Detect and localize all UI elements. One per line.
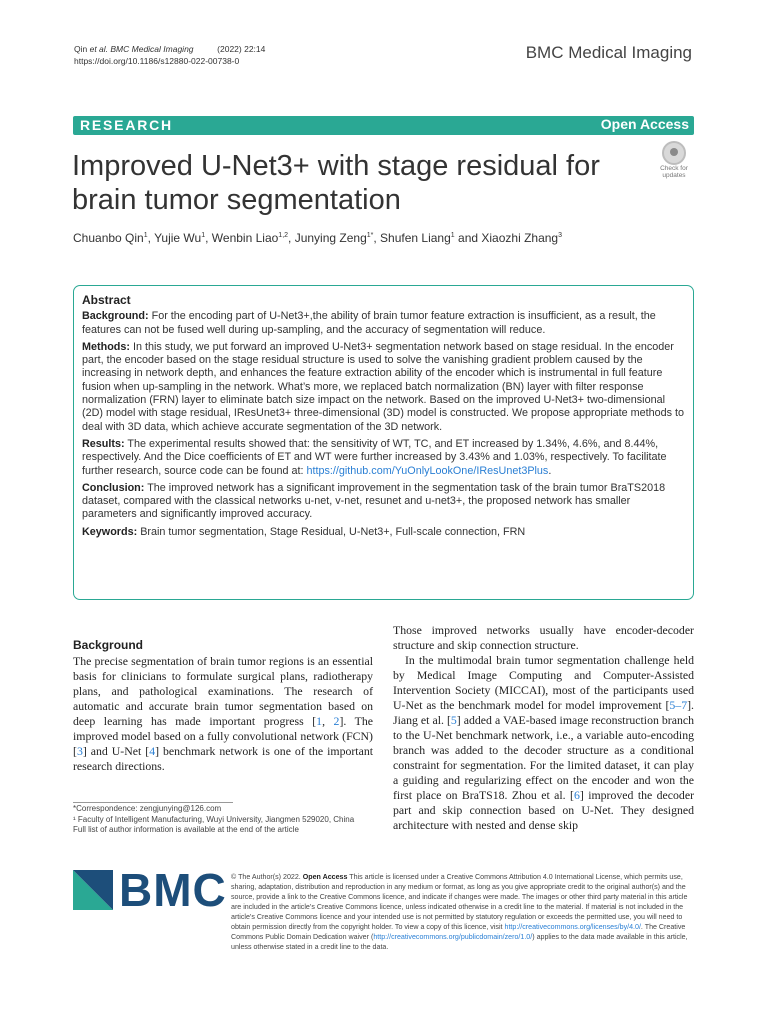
update-icon — [662, 141, 686, 165]
citation-ref[interactable]: 6 — [573, 788, 580, 802]
citation-ref[interactable]: 4 — [149, 744, 156, 758]
license-link[interactable]: http://creativecommons.org/licenses/by/4.0/ — [504, 923, 641, 931]
public-domain-link[interactable]: http://creativecommons.org/publicdomain/zero/1.0/ — [373, 933, 533, 941]
body-paragraph: The precise segmentation of brain tumor regions is an essential basis for clinicians to formulate surgical plans, radiotherapy plans, and pathological examinations. The research of automatic and accurate brain tumor segmentation based on deep learning has made important progress [1, 2]. The improved model based on a fully convolutional network (FCN) [3] and U-Net [4] benchmark network is one of the important research directions. — [73, 654, 374, 773]
abstract-background: Background: For the encoding part of U-Net3+,the ability of brain tumor feature extraction is insufficient, as a result, the features can not be fused well during up-sampling, and the accuracy of segmentation will reduce. — [82, 310, 656, 336]
author-list — [73, 231, 562, 245]
author: and Xiaozhi Zhang$^3$ — [454, 231, 562, 245]
citation-year: (2022) 22:14 — [217, 44, 266, 54]
bmc-logo-text: BMC — [119, 864, 227, 916]
citation-ref[interactable]: 2 — [333, 714, 340, 728]
author-info-note: Full list of author information is available at the end of the article — [73, 825, 299, 834]
body-paragraph: In the multimodal brain tumor segmentation challenge held by Medical Image Computing and Computer-Assisted Intervention Society (MICCAI), most of the participants used U-Net as the benchmark model for model improvement [5–7]. Jiang et al. [5] added a VAE-based image reconstruction branch to the U-Net benchmark network, i.e., a variable auto-encoding branch was added to the decoder structure as a conditional constraint for segmentation. For the limited dataset, it can play a guiding and regularizing effect on the encoder and won the first place on BraTS18. Zhou et al. [6] improved the decoder part and skip connection based on U-Net. They designed architecture with nested and dense skip — [393, 653, 694, 832]
article-title: Improved U-Net3+ with stage residual for brain tumor segmentation — [72, 150, 600, 216]
citation-authors: Qin — [74, 44, 90, 54]
citation-header — [74, 43, 265, 67]
abstract-keywords: Keywords: Brain tumor segmentation, Stage Residual, U-Net3+, Full-scale connection, FRN — [82, 525, 526, 538]
body-paragraph: Those improved networks usually have encoder-decoder structure and skip connection structure. — [393, 623, 694, 652]
citation-ref[interactable]: 3 — [76, 744, 83, 758]
bmc-logo — [73, 864, 227, 916]
body-column-left — [73, 638, 373, 774]
footnote-divider — [73, 802, 233, 803]
abstract-results: Results: The experimental results showed that: the sensitivity of WT, TC, and ET increased by 1.34%, 4.6%, and 8.44%, respectively. And the Dice coefficients of ET and WT were further increased by 3.43% and 1.03%, respectively. To facilitate further research, source code can be found at: https://github.com/YuOnlyLookOne/IResUnet3Plus. — [82, 437, 667, 477]
affiliation: ¹ Faculty of Intelligent Manufacturing, Wuyi University, Jiangmen 529020, China — [73, 814, 355, 824]
source-code-link[interactable]: https://github.com/YuOnlyLookOne/IResUnet3Plus — [306, 464, 549, 477]
badge-text: Check for updates — [660, 165, 688, 179]
citation-ref[interactable]: 5–7 — [669, 698, 688, 712]
citation-ref[interactable]: 5 — [450, 713, 457, 727]
doi-link[interactable]: https://doi.org/10.1186/s12880-022-00738-0 — [74, 56, 240, 66]
author: , Shufen Liang$^1$ — [373, 231, 455, 245]
journal-name: BMC Medical Imaging — [525, 43, 692, 62]
author: , Yujie Wu$^1$ — [147, 231, 206, 245]
correspondence: *Correspondence: zengjunying@126.com — [73, 804, 222, 813]
citation-journal: et al. BMC Medical Imaging — [89, 44, 194, 54]
open-access-label: Open Access — [600, 116, 689, 132]
author: , Junying Zeng$^{1*}$ — [288, 231, 374, 245]
author: Chuanbo Qin$^1$ — [73, 231, 148, 245]
citation-line — [74, 43, 265, 55]
license-text: © The Author(s) 2022. Open Access This article is licensed under a Creative Commons Attribution 4.0 International License, which permits use, sharing, adaptation, distribution and reproduction in any medium or format, as long as you give appropriate credit to the original author(s) and the source, provide a link to the Creative Commons licence, and indicate if changes were made. The images or other third party material in this article are included in the article’s Creative Commons licence, unless indicated otherwise in a credit line to the material. If material is not included in the article’s Creative Commons licence and your intended use is not permitted by statutory regulation or exceeds the permitted use, you will need to obtain permission directly from the copyright holder. To view a copy of this licence, visit http://creativecommons.org/licenses/by/4.0/. The Creative Commons Public Domain Dedication waiver (http://creativecommons.org/publicdomain/zero/1.0/) applies to the data made available in this article, unless otherwise stated in a credit line to the data. — [231, 873, 688, 951]
section-band — [73, 116, 694, 135]
body-column-right — [393, 623, 694, 833]
citation-ref[interactable]: 1 — [316, 714, 323, 728]
section-heading-background: Background — [73, 638, 144, 652]
abstract-box — [73, 285, 694, 600]
footnote — [73, 804, 373, 836]
abstract-conclusion: Conclusion: The improved network has a significant improvement in the segmentation task of the brain tumor BraTS2018 dataset, compared with the classical networks u-net, v-net, resunet and u-net3+, the proposed network has smaller parameters and significantly improved accuracy. — [82, 481, 666, 521]
abstract-title: Abstract — [82, 293, 131, 307]
check-for-updates-badge[interactable] — [654, 141, 694, 181]
bmc-logo-icon — [73, 870, 113, 910]
author: , Wenbin Liao$^{1,2}$ — [205, 231, 289, 245]
abstract-methods: Methods: In this study, we put forward an improved U-Net3+ segmentation network based on stage residual. In the encoder part, the encoder based on the stage residual structure is used to solve the vanishing gradient problem caused by the increasing in network depth, and enhances the feature extraction ability of the encoder which is instrumental in full feature fusion when up-sampling in the network. What’s more, we replaced batch normalization (BN) layer with filter response normalization (FRN) layer to eliminate batch size impact on the network. Based on the improved U-Net3+ two-dimensional (2D) model with stage residual, IResUnet3+ three-dimensional (3D) model is constructed. We propose appropriate methods to deal with 3D data, which achieve accurate segmentation of the 3D network. — [82, 340, 685, 433]
section-label: RESEARCH — [80, 117, 173, 133]
